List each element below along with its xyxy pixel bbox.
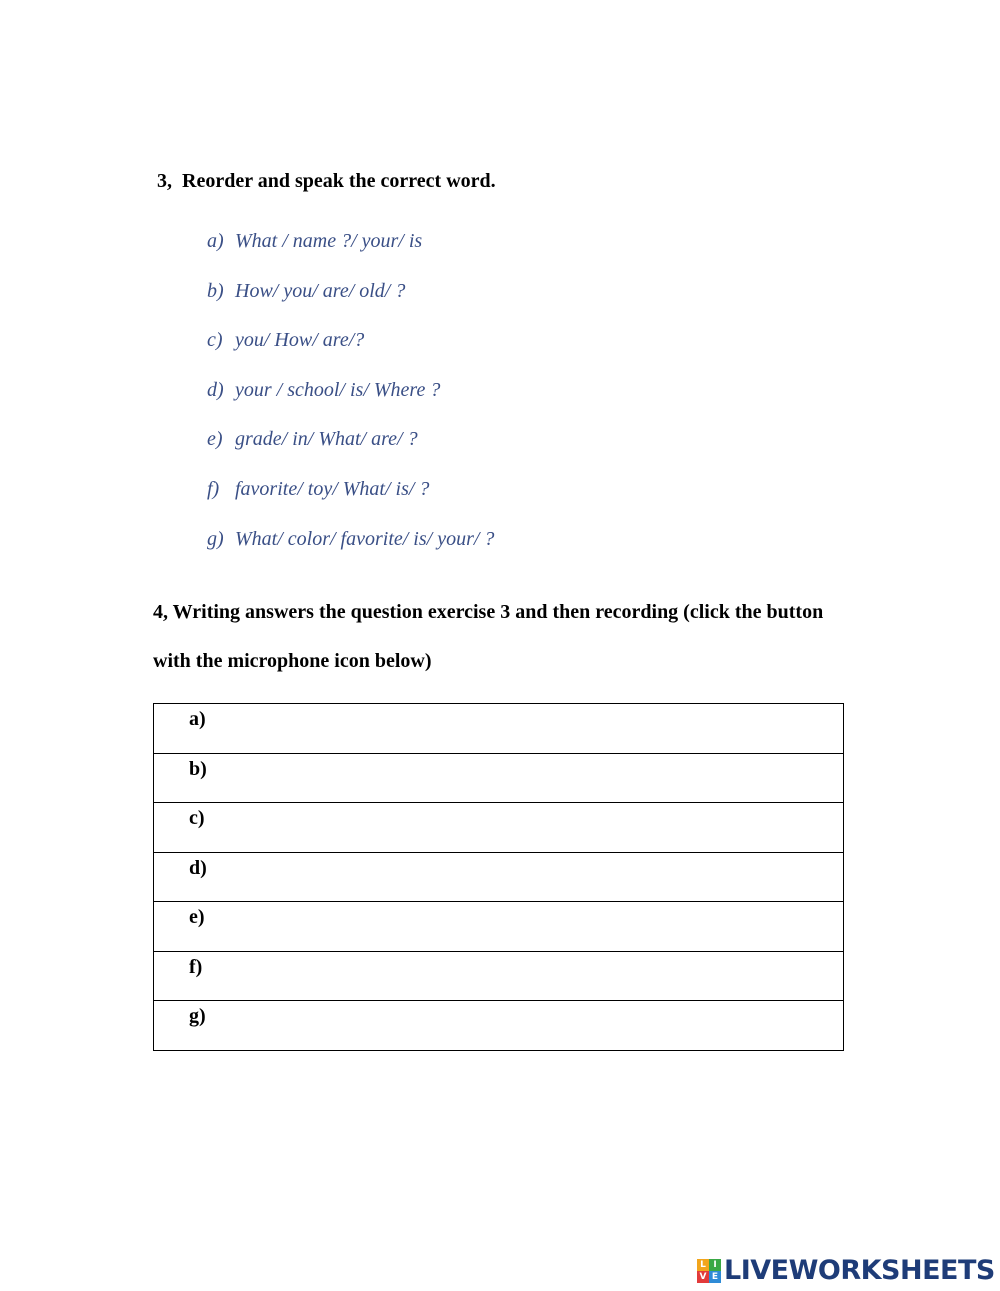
list-item xyxy=(207,478,494,528)
logo-mark-icon xyxy=(697,1259,721,1283)
item-text: grade/ in/ What/ are/ ? xyxy=(235,428,418,451)
answer-input-g[interactable] xyxy=(224,1007,833,1043)
answer-cell[interactable] xyxy=(154,803,844,853)
row-label: g) xyxy=(189,1005,206,1027)
table-row xyxy=(154,704,844,754)
row-label: f) xyxy=(189,955,203,978)
exercise-4-heading: 4, Writing answers the question exercise 3 and then recording (click the button with the microphone icon below) xyxy=(153,601,824,672)
answer-input-f[interactable] xyxy=(224,958,833,994)
list-item xyxy=(207,428,494,478)
exercise-3-heading: 3, Reorder and speak the correct word. xyxy=(157,170,496,192)
row-label: c) xyxy=(189,807,205,829)
answer-table xyxy=(153,703,844,1051)
item-letter: g) xyxy=(207,527,224,550)
logo-mark-tile: V xyxy=(697,1271,709,1283)
item-text: you/ How/ are/? xyxy=(235,329,365,352)
table-row xyxy=(154,1001,844,1051)
list-item xyxy=(207,379,494,429)
item-letter: d) xyxy=(207,378,224,401)
item-text: What/ color/ favorite/ is/ your/ ? xyxy=(235,527,495,550)
answer-cell[interactable] xyxy=(154,704,844,754)
answer-input-b[interactable] xyxy=(224,760,833,796)
list-item xyxy=(207,230,494,280)
answer-cell[interactable] xyxy=(154,852,844,902)
table-row xyxy=(154,902,844,952)
row-label: a) xyxy=(189,708,206,730)
table-row xyxy=(154,852,844,902)
item-text: How/ you/ are/ old/ ? xyxy=(235,279,406,302)
answer-cell[interactable] xyxy=(154,753,844,803)
answer-cell[interactable] xyxy=(154,902,844,952)
table-row xyxy=(154,803,844,853)
row-label: b) xyxy=(189,757,207,780)
row-label: e) xyxy=(189,906,205,928)
answer-cell[interactable] xyxy=(154,951,844,1001)
exercise-3-list xyxy=(207,230,494,577)
answer-input-c[interactable] xyxy=(224,809,833,845)
item-text: your / school/ is/ Where ? xyxy=(235,378,441,401)
answer-input-d[interactable] xyxy=(224,859,833,895)
answer-input-e[interactable] xyxy=(224,908,833,944)
list-item xyxy=(207,280,494,330)
item-letter: b) xyxy=(207,279,224,302)
row-label: d) xyxy=(189,856,207,879)
item-letter: a) xyxy=(207,230,224,252)
list-item xyxy=(207,329,494,379)
table-row xyxy=(154,753,844,803)
logo-mark-tile: I xyxy=(709,1259,721,1271)
item-letter: f) xyxy=(207,477,220,500)
logo-text: LIVEWORKSHEETS xyxy=(724,1255,995,1286)
table-row xyxy=(154,951,844,1001)
liveworksheets-logo xyxy=(697,1255,995,1287)
item-letter: c) xyxy=(207,329,223,352)
logo-mark-tile: E xyxy=(709,1271,721,1283)
answer-input-a[interactable] xyxy=(224,710,833,746)
answer-cell[interactable] xyxy=(154,1001,844,1051)
item-text: What / name ?/ your/ is xyxy=(235,230,423,252)
item-text: favorite/ toy/ What/ is/ ? xyxy=(235,477,430,500)
logo-mark-tile: L xyxy=(697,1259,709,1271)
item-letter: e) xyxy=(207,428,223,451)
list-item xyxy=(207,528,494,578)
